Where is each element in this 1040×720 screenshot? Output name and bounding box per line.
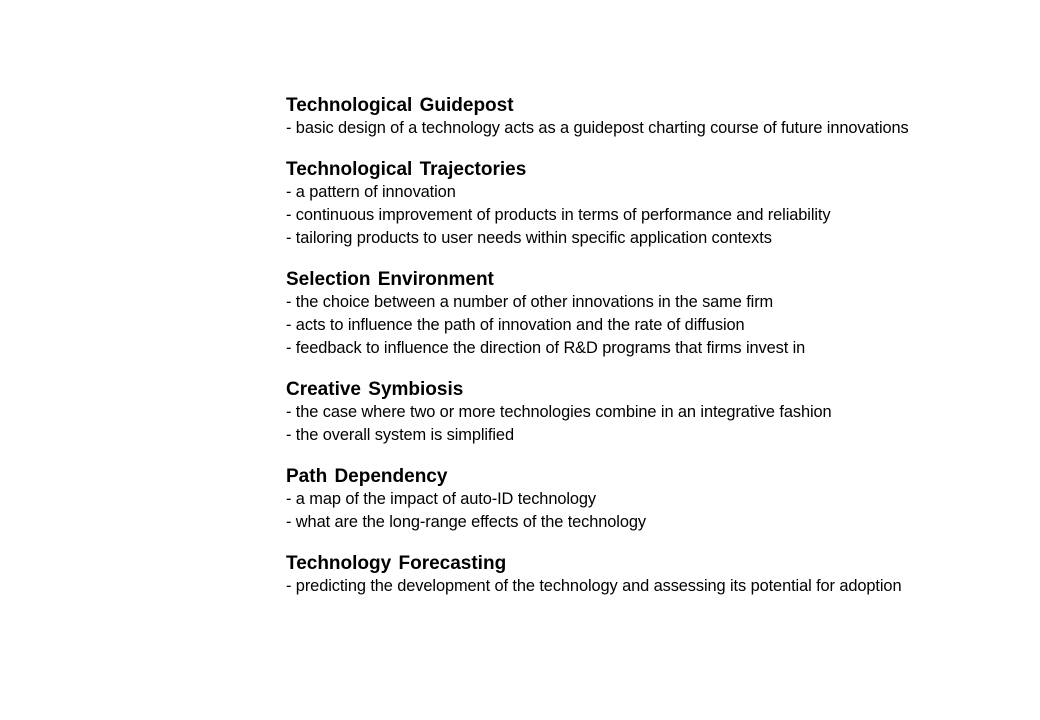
section-path-dependency [286,465,936,534]
section-line: - a map of the impact of auto-ID technology [286,490,597,508]
section-line: - acts to influence the path of innovation and the rate of diffusion [286,316,745,334]
section-line: - predicting the development of the technology and assessing its potential for adoption [286,577,902,595]
section-line: - feedback to influence the direction of R&D programs that firms invest in [286,339,806,357]
section-line: - what are the long-range effects of the technology [286,513,646,531]
section-selection-environment [286,268,936,360]
section-technology-forecasting [286,552,936,598]
section-title: Selection Environment [286,269,494,290]
slide-content [286,94,936,616]
section-line: - tailoring products to user needs within specific application contexts [286,229,772,247]
section-technological-trajectories [286,158,936,250]
section-technological-guidepost [286,94,936,140]
section-line: - a pattern of innovation [286,183,456,201]
section-title: Path Dependency [286,466,448,487]
section-line: - the choice between a number of other innovations in the same firm [286,293,774,311]
section-title: Technology Forecasting [286,553,507,574]
section-line: - continuous improvement of products in terms of performance and reliability [286,206,831,224]
section-line: - the case where two or more technologies combine in an integrative fashion [286,403,832,421]
section-line: - the overall system is simplified [286,426,514,444]
section-title: Technological Trajectories [286,159,527,180]
section-title: Creative Symbiosis [286,379,464,400]
section-creative-symbiosis [286,378,936,447]
section-line: - basic design of a technology acts as a guidepost charting course of future innovations [286,119,909,137]
section-title: Technological Guidepost [286,95,514,116]
